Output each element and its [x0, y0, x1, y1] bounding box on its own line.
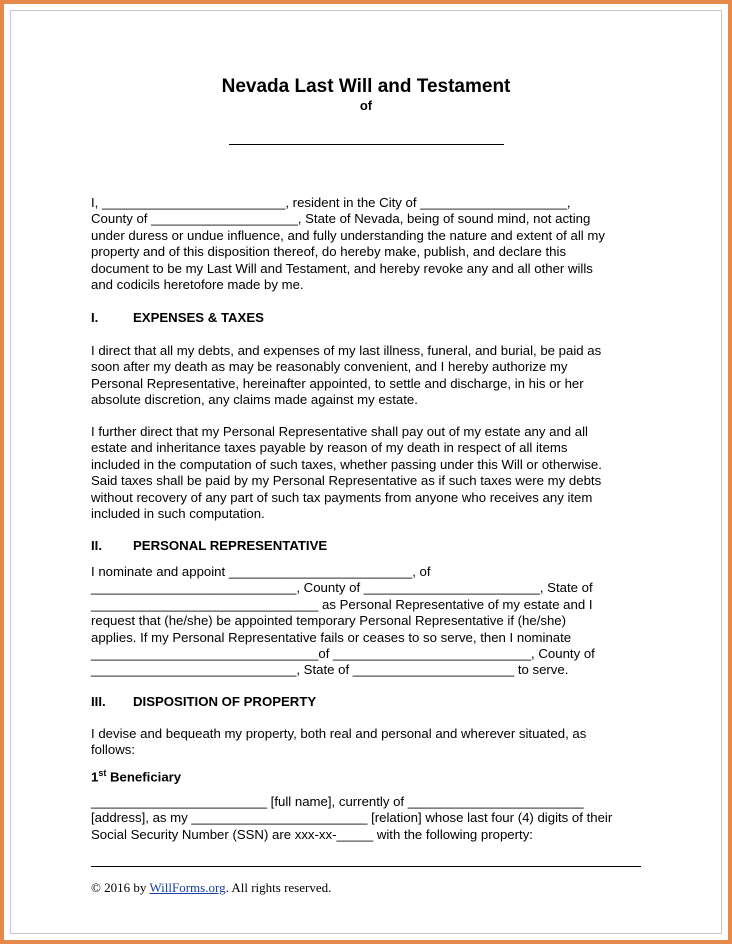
beneficiary-ordinal: st	[98, 768, 107, 778]
text-line: and codicils heretofore made by me.	[91, 277, 304, 293]
text-line: I devise and bequeath my property, both real and personal and wherever situated, as	[91, 726, 587, 741]
text-line: I nominate and appoint _________________________, of	[91, 564, 431, 579]
footer-suffix: . All rights reserved.	[225, 880, 332, 895]
text-line: applies. If my Personal Representative fails or ceases to so serve, then I nominate	[91, 629, 572, 645]
text-line: Social Security Number (SSN) are xxx-xx-_____ with the following property:	[91, 826, 533, 842]
text-line: _______________________________ as Personal Representative of my estate and I	[91, 596, 593, 612]
text-line: [address], as my ________________________ [relation] whose last four (4) digits of their	[91, 810, 613, 826]
text-line: under duress or undue influence, and fully understanding the nature and extent of all my	[91, 227, 605, 243]
section-heading-expenses	[91, 310, 264, 325]
text-line: _______________________________of ___________________________, County of	[91, 646, 595, 662]
beneficiary-paragraph	[91, 794, 651, 843]
text-line: Said taxes shall be paid by my Personal Representative as if such taxes were my debts	[91, 473, 602, 489]
text-line: included in the computation of such taxes, whether passing under this Will or otherwise.	[91, 456, 602, 472]
section-number: I.	[91, 310, 99, 325]
text-line: I direct that all my debts, and expenses of my last illness, funeral, and burial, be paid as	[91, 343, 602, 358]
willforms-link[interactable]: WillForms.org	[149, 880, 226, 895]
text-line: ____________________________, County of ________________________, State of	[91, 580, 593, 596]
section-number: III.	[91, 694, 106, 709]
footer-prefix: © 2016 by	[91, 880, 150, 895]
text-line: Personal Representative, hereinafter appointed, to settle and discharge, in his or her	[91, 375, 584, 391]
representative-paragraph	[91, 564, 651, 679]
beneficiary-number: 1	[91, 769, 99, 785]
copyright-footer	[91, 880, 331, 896]
text-line: request that (he/she) be appointed temporary Personal Representative if (he/she)	[91, 613, 567, 629]
text-line: absolute discretion, any claims made against my estate.	[91, 392, 418, 408]
text-line: document to be my Last Will and Testament, and hereby revoke any and all other wills	[91, 260, 593, 276]
document-title: Nevada Last Will and Testament	[221, 76, 511, 97]
text-line: County of ____________________, State of Nevada, being of sound mind, not acting	[91, 211, 591, 227]
section-number: II.	[91, 538, 102, 553]
text-line: ________________________ [full name], currently of ________________________	[91, 794, 584, 809]
section-heading-disposition	[91, 694, 316, 709]
text-line: I, _________________________, resident in the City of ____________________,	[91, 195, 571, 210]
text-line: property and of this disposition thereof, do hereby make, publish, and declare this	[91, 244, 567, 260]
section-heading-representative	[91, 538, 327, 553]
beneficiary-heading	[91, 768, 181, 784]
testator-name-line	[229, 144, 504, 145]
section-title: PERSONAL REPRESENTATIVE	[133, 538, 328, 553]
text-line: without recovery of any part of such tax payments from anyone who receives any item	[91, 489, 593, 505]
expenses-paragraph-2	[91, 424, 651, 522]
beneficiary-label: Beneficiary	[106, 769, 182, 785]
section-title: DISPOSITION OF PROPERTY	[133, 694, 317, 709]
text-line: soon after my death as may be reasonably convenient, and I hereby authorize my	[91, 359, 568, 375]
text-line: included in such computation.	[91, 506, 265, 522]
section-title: EXPENSES & TAXES	[133, 310, 264, 325]
intro-paragraph	[91, 195, 651, 293]
property-line	[91, 866, 641, 867]
expenses-paragraph-1	[91, 343, 651, 409]
text-line: estate and inheritance taxes payable by reason of my death in respect of all items	[91, 440, 568, 456]
disposition-paragraph	[91, 726, 651, 759]
text-line: I further direct that my Personal Representative shall pay out of my estate any and all	[91, 424, 588, 439]
text-line: ____________________________, State of ______________________ to serve.	[91, 662, 569, 678]
text-line: follows:	[91, 742, 135, 758]
document-subtitle: of	[359, 98, 373, 113]
